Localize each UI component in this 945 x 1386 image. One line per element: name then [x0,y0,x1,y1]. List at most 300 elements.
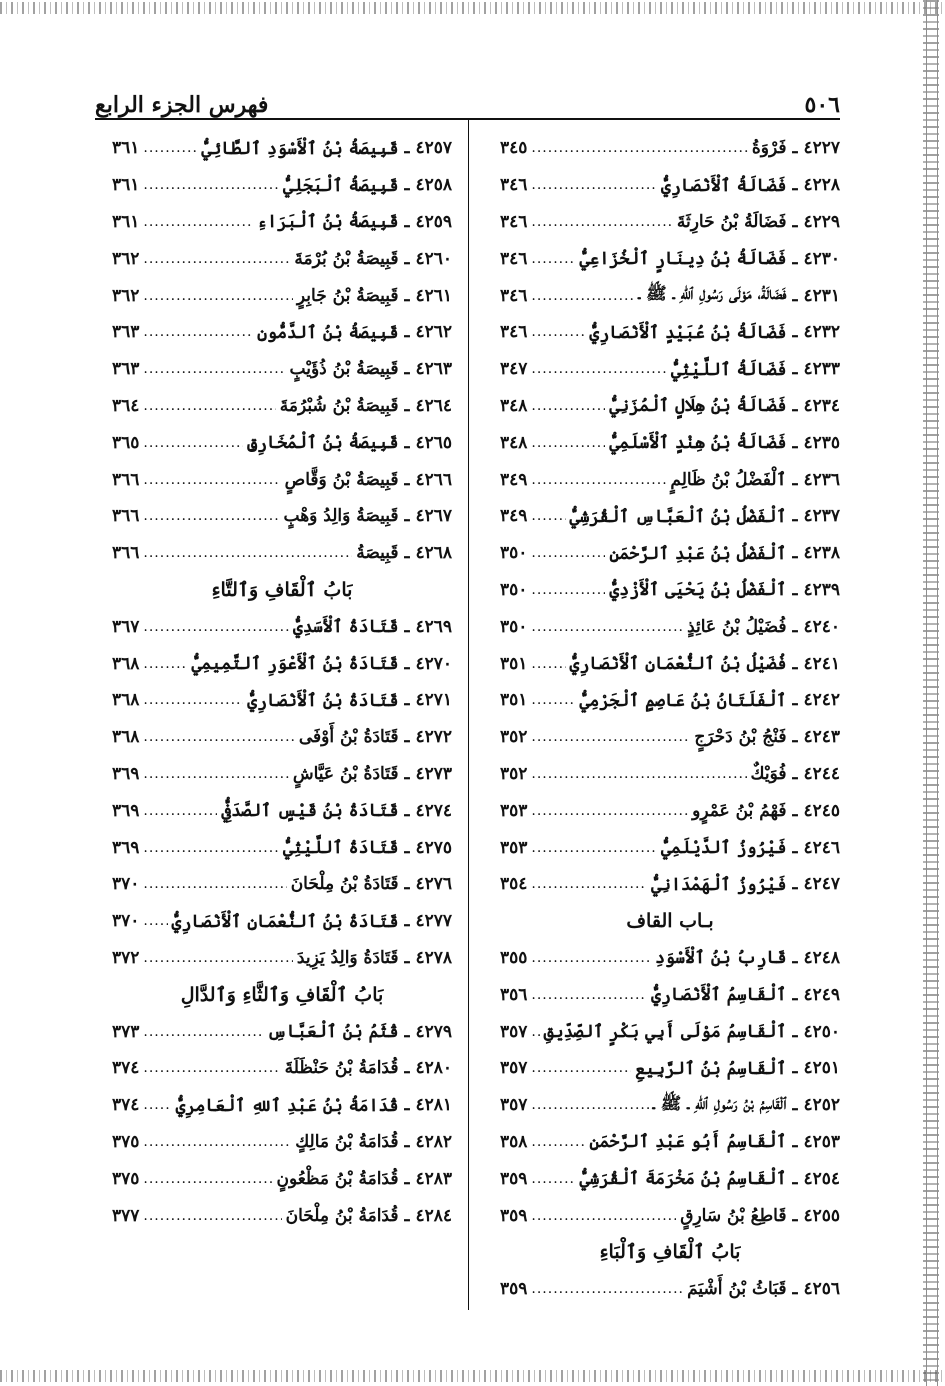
entry-dash: ـ [404,211,410,232]
dot-leader [143,1060,280,1076]
index-entry [112,1013,452,1050]
entry-number: ٤٢٨٤ [415,1205,452,1226]
entry-number: ٤٢٤١ [803,653,840,674]
left-index-column [112,130,452,1234]
dot-leader [143,361,285,377]
dot-leader [143,508,279,524]
entry-name: فَضَالَةُ بْنُ حَارِثَةَ [676,211,787,232]
entry-name: فَنْجُ بْنُ دَحْرَجٍ [694,727,787,748]
dot-leader [531,1024,539,1040]
entry-name: ٱلْقَاسِمُ مَوْلَى أَبِي بَكْرٍ ٱلصِّدِّيقِ [543,1022,787,1043]
entry-name: ٱلْقَاسِمُ ٱلْأَنْصَارِيُّ [651,985,787,1006]
dot-leader [143,950,293,966]
entry-dash: ـ [404,837,410,858]
entry-dash: ـ [792,175,798,196]
entry-dash: ـ [792,579,798,600]
entry-page: ٣٤٦ [500,322,528,343]
index-entry [500,204,840,241]
entry-dash: ـ [792,138,798,159]
entry-number: ٤٢٥٠ [803,1021,840,1042]
dot-leader [531,766,746,782]
entry-number: ٤٢٤٣ [803,727,840,748]
entry-name: قَتَادَةُ بْنُ عَيَّاشٍ [292,763,399,784]
entry-number: ٤٢٥١ [803,1058,840,1079]
entry-number: ٤٢٤٤ [803,763,840,784]
entry-name: قَتَادَةُ بْنُ ٱلْأَنْصَارِيُّ [247,690,399,711]
column-divider [468,120,469,1310]
entry-name: قَبِيصَةُ ٱلْبَجَلِيُّ [282,175,399,196]
dot-leader [143,214,253,230]
entry-name: قَبِيصَةُ بْنُ شُبْرُمَةَ [279,395,399,416]
entry-number: ٤٢٢٩ [803,211,840,232]
entry-number: ٤٢٥٧ [415,138,452,159]
entry-dash: ـ [792,984,798,1005]
entry-page: ٣٦١ [112,211,140,232]
index-entry [500,388,840,425]
entry-name: قَارِبُ بْنُ ٱلْأَسْوَدِ [655,948,787,969]
dot-leader [143,876,286,892]
entry-number: ٤٢٦٦ [415,469,452,490]
dot-leader [531,1060,631,1076]
entry-page: ٣٦٣ [112,322,140,343]
index-entry [500,1124,840,1161]
section-heading: بَابُ ٱلْقَافِ وَٱلثَّاءِ وَٱلدَّالِ [180,983,384,1006]
dot-leader [531,177,657,193]
entry-number: ٤٢٦٨ [415,543,452,564]
entry-number: ٤٢٨٣ [415,1168,452,1189]
dot-leader [143,1208,281,1224]
index-entry [500,976,840,1013]
right-index-column [500,130,840,1308]
entry-number: ٤٢٦٠ [415,248,452,269]
index-entry [500,461,840,498]
entry-page: ٣٦٥ [112,432,140,453]
entry-page: ٣٥٣ [500,837,528,858]
entry-dash: ـ [404,727,410,748]
dot-leader [531,1281,683,1297]
index-entry [112,1160,452,1197]
entry-dash: ـ [792,1205,798,1226]
entry-name: قَبِيصَةُ [356,543,399,564]
entry-dash: ـ [404,1021,410,1042]
entry-page: ٣٧٢ [112,947,140,968]
entry-name: قُدَامَةُ بْنُ مَظْعُونٍ [276,1168,399,1189]
entry-dash: ـ [404,248,410,269]
entry-name: فَيْرُوزُ ٱلْهَمْدَانِيُّ [651,874,787,895]
entry-name: فَضَالَةُ بْنُ هِلَالٍ ٱلْمُزَنِيُّ [609,396,787,417]
index-entry [112,461,452,498]
index-entry [112,1124,452,1161]
entry-dash: ـ [404,285,410,306]
dot-leader [531,361,667,377]
dot-leader [143,545,352,561]
entry-dash: ـ [404,138,410,159]
index-entry [500,1050,840,1087]
entry-dash: ـ [792,763,798,784]
dot-leader [143,1024,263,1040]
page-header [95,80,840,118]
dot-leader [143,288,293,304]
index-entry [112,130,452,167]
entry-name: قَتَادَةُ ٱللَّيْثِيُّ [282,838,399,859]
entry-page: ٣٥٧ [500,1095,528,1116]
index-entry [112,645,452,682]
dot-leader [143,177,279,193]
entry-number: ٤٢٧٣ [415,763,452,784]
index-entry [500,314,840,351]
index-entry [112,314,452,351]
dot-leader [143,1134,291,1150]
entry-dash: ـ [792,947,798,968]
entry-number: ٤٢٤٧ [803,874,840,895]
entry-dash: ـ [792,211,798,232]
entry-name: قَبَاثُ بْنُ أَشْيَمَ [687,1279,787,1300]
entry-number: ٤٢٣٠ [803,248,840,269]
entry-dash: ـ [404,543,410,564]
entry-name: قَتَادَةُ بْنُ أَوْفَى [298,727,399,748]
entry-dash: ـ [404,395,410,416]
index-entry [500,1271,840,1308]
entry-dash: ـ [792,432,798,453]
entry-page: ٣٥٤ [500,874,528,895]
entry-number: ٤٢٧٧ [415,911,452,932]
index-entry [500,756,840,793]
entry-name: ٱلْقَاسِمُ بْنُ مَخْرَمَةَ ٱلْقُرَشِيُّ [579,1169,787,1190]
dot-leader [531,1208,676,1224]
entry-name: فَضَالَةُ بْنُ هِنْدٍ ٱلْأَسْلَمِيُّ [609,433,787,454]
entry-name: فَيْرُوزُ ٱلدَّيْلَمِيُّ [661,838,787,859]
entry-dash: ـ [792,800,798,821]
entry-page: ٣٦١ [112,175,140,196]
entry-dash: ـ [792,469,798,490]
entry-dash: ـ [404,800,410,821]
entry-dash: ـ [792,727,798,748]
page-title: فهرس الجزء الرابع [95,92,269,118]
right-ornamental-border [923,0,939,1386]
dot-leader [143,766,288,782]
entry-number: ٤٢٦٩ [415,616,452,637]
entry-name: قُدَامَةُ بْنُ عَبْدِ ٱللهِ ٱلْعَامِرِيُّ [175,1095,399,1116]
entry-page: ٣٥٩ [500,1168,528,1189]
entry-dash: ـ [404,874,410,895]
entry-number: ٤٢٤٢ [803,690,840,711]
entry-dash: ـ [792,322,798,343]
dot-leader [531,288,634,304]
entry-number: ٤٢٢٨ [803,175,840,196]
dot-leader [531,950,651,966]
entry-page: ٣٦٣ [112,359,140,380]
index-entry [500,1013,840,1050]
entry-page: ٣٤٦ [500,248,528,269]
entry-name: قَتَادَةُ بْنُ قَيْسٍ ٱلصَّدَفِيُّ [221,801,399,822]
entry-name: قَبِيصَةُ بْنُ ٱلْأَسْوَدِ ٱلطَّائِيُّ [201,138,399,159]
entry-dash: ـ [404,690,410,711]
entry-number: ٤٢٢٧ [803,138,840,159]
entry-name: قَتَادَةُ ٱلْأَسَدِيُّ [292,617,399,638]
entry-page: ٣٦٩ [112,800,140,821]
entry-page: ٣٦٦ [112,543,140,564]
dot-leader [143,1171,272,1187]
index-entry [500,608,840,645]
entry-name: ٱلْفَضْلُ بْنُ يَحْيَى ٱلْأَزْدِيُّ [609,580,787,601]
index-entry [112,903,452,940]
entry-dash: ـ [792,653,798,674]
entry-page: ٣٧٤ [112,1095,140,1116]
entry-page: ٣٥٦ [500,984,528,1005]
entry-dash: ـ [792,874,798,895]
entry-number: ٤٢٥٤ [803,1168,840,1189]
bottom-ornamental-border [0,1370,945,1382]
index-entry [500,1160,840,1197]
entry-number: ٤٢٣١ [803,285,840,306]
entry-name: قَبِيصَةُ بْنُ ٱلدَّمُّونِ [257,322,399,343]
dot-leader [143,729,294,745]
entry-number: ٤٢٤٥ [803,800,840,821]
index-entry [112,351,452,388]
section-heading: بَابُ ٱلْقَافِ وَٱلتَّاءِ [211,578,353,601]
entry-name: قَتَادَةُ بْنُ مِلْحَانَ [290,874,399,895]
dot-leader [143,435,243,451]
index-entry [112,719,452,756]
entry-dash: ـ [792,359,798,380]
entry-number: ٤٢٧٠ [415,653,452,674]
entry-page: ٣٥٩ [500,1279,528,1300]
dot-leader [143,1097,171,1113]
dot-leader [143,619,289,635]
section-heading: بَابُ ٱلْقَافِ وَٱلْبَاءِ [599,1241,741,1264]
entry-page: ٣٧٠ [112,874,140,895]
entry-number: ٤٢٤٦ [803,837,840,858]
entry-page: ٣٦٧ [112,616,140,637]
dot-leader [143,472,280,488]
dot-leader [531,545,605,561]
entry-page: ٣٥١ [500,690,528,711]
entry-number: ٤٢٧٦ [415,874,452,895]
entry-page: ٣٦٢ [112,248,140,269]
dot-leader [531,140,747,156]
entry-page: ٣٥٣ [500,800,528,821]
dot-leader [531,398,605,414]
entry-dash: ـ [792,285,798,306]
entry-page: ٣٥٨ [500,1131,528,1152]
entry-page: ٣٥٧ [500,1058,528,1079]
entry-number: ٤٢٧٥ [415,837,452,858]
index-entry [500,1087,840,1124]
dot-leader [143,913,167,929]
entry-number: ٤٢٣٢ [803,322,840,343]
index-entry [500,240,840,277]
entry-name: فُوَيْكٌ [750,763,787,784]
entry-name: قُدَامَةُ بْنُ حَنْظَلَةَ [284,1058,399,1079]
index-entry [112,1050,452,1087]
index-entry [112,940,452,977]
entry-page: ٣٤٧ [500,359,528,380]
entry-number: ٤٢٥٩ [415,211,452,232]
dot-leader [143,840,279,856]
dot-leader [531,692,575,708]
entry-dash: ـ [404,1131,410,1152]
entry-page: ٣٦٢ [112,285,140,306]
dot-leader [143,398,275,414]
index-entry [112,866,452,903]
entry-number: ٤٢٧٢ [415,727,452,748]
dot-leader [531,987,647,1003]
entry-dash: ـ [404,469,410,490]
dot-leader [143,692,243,708]
dot-leader [531,803,688,819]
entry-name: قَبِيصَةُ بْنُ وَقَّاصٍ [284,469,399,490]
entry-name: فُضَيْلُ بْنُ عَائِذٍ [687,616,787,637]
index-entry [500,719,840,756]
index-entry [500,130,840,167]
entry-name: قَبِيصَةُ بْنُ جَابِرٍ [296,285,399,306]
entry-page: ٣٧٣ [112,1021,140,1042]
index-entry [112,277,452,314]
entry-number: ٤٢٧٨ [415,947,452,968]
entry-dash: ـ [792,616,798,637]
entry-number: ٤٢٥٥ [803,1205,840,1226]
index-entry [500,829,840,866]
entry-number: ٤٢٦١ [415,285,452,306]
entry-number: ٤٢٨٠ [415,1058,452,1079]
top-ornamental-border [0,2,945,14]
entry-page: ٣٥٠ [500,579,528,600]
index-entry [112,682,452,719]
entry-dash: ـ [404,432,410,453]
index-entry [112,608,452,645]
dot-leader [143,140,197,156]
entry-dash: ـ [792,690,798,711]
entry-number: ٤٢٣٦ [803,469,840,490]
entry-number: ٤٢٥٢ [803,1095,840,1116]
entry-number: ٤٢٧٩ [415,1021,452,1042]
entry-dash: ـ [792,248,798,269]
entry-dash: ـ [792,1021,798,1042]
entry-number: ٤٢٧١ [415,690,452,711]
entry-name: ٱلْفَضْلُ بْنُ ظَالِمٍ [670,470,787,491]
entry-name: فَضَالَةُ ٱلْأَنْصَارِيُّ [661,175,787,196]
entry-page: ٣٤٥ [500,138,528,159]
entry-number: ٤٢٧٤ [415,800,452,821]
entry-number: ٤٢٥٨ [415,175,452,196]
entry-dash: ـ [404,763,410,784]
entry-page: ٣٦٨ [112,690,140,711]
dot-leader [143,251,290,267]
dot-leader [531,508,565,524]
entry-name: فَهْمُ بْنُ عَمْرٍو [692,800,787,821]
entry-page: ٣٥٠ [500,543,528,564]
entry-name: ٱلْقَاسِمُ بْنُ رَسُولِ ٱللهِ ـ ﷺ ـ [652,1093,787,1114]
dot-leader [531,214,672,230]
entry-number: ٤٢٨١ [415,1095,452,1116]
entry-page: ٣٧٥ [112,1131,140,1152]
dot-leader [143,803,217,819]
entry-number: ٤٢٣٩ [803,579,840,600]
entry-dash: ـ [792,506,798,527]
dot-leader [143,324,253,340]
entry-dash: ـ [404,322,410,343]
entry-page: ٣٤٨ [500,395,528,416]
entry-dash: ـ [404,506,410,527]
index-entry [500,682,840,719]
entry-name: قَتَادَةُ بْنُ ٱلْأَعْوَرِ ٱلتَّمِيمِيُّ [191,654,399,675]
entry-number: ٤٢٤٨ [803,947,840,968]
entry-dash: ـ [792,543,798,564]
entry-name: قَبِيصَةُ بْنُ ذُؤَيْبٍ [289,359,399,380]
entry-name: ٱلْفَلَتَانُ بْنُ عَاصِمٍ ٱلْجَرْمِيُّ [579,690,787,711]
entry-page: ٣٦٦ [112,469,140,490]
dot-leader [531,840,657,856]
entry-number: ٤٢٣٧ [803,506,840,527]
index-entry [500,866,840,903]
entry-dash: ـ [792,1058,798,1079]
entry-page: ٣٧٤ [112,1058,140,1079]
entry-number: ٤٢٤٩ [803,984,840,1005]
entry-page: ٣٦٨ [112,653,140,674]
index-entry [500,535,840,572]
entry-number: ٤٢٦٤ [415,395,452,416]
entry-name: قُدَامَةُ بْنُ مَالِكٍ [295,1131,399,1152]
entry-name: ٱلْفَضْلُ بْنُ ٱلْعَبَّاسِ ٱلْقُرَشِيُّ [569,506,787,527]
entry-name: قَتَادَةُ بْنُ ٱلنُّعْمَانِ ٱلْأَنْصَارِيُّ [171,911,399,932]
index-entry [500,167,840,204]
entry-name: قَاطِعُ بْنُ سَارِقٍ [680,1205,787,1226]
index-entry [112,204,452,241]
entry-dash: ـ [404,1168,410,1189]
entry-name: فَضَالَةُ، مَوْلَى رَسُولِ ٱللهِ ـ ﷺ ـ [638,284,787,305]
entry-page: ٣٥١ [500,653,528,674]
entry-number: ٤٢٦٢ [415,322,452,343]
dot-leader [531,435,605,451]
entry-page: ٣٥٧ [500,1021,528,1042]
entry-page: ٣٥٢ [500,727,528,748]
entry-dash: ـ [792,1131,798,1152]
index-entry [112,1087,452,1124]
entry-page: ٣٤٦ [500,175,528,196]
entry-number: ٤٢٥٦ [803,1279,840,1300]
entry-name: فَضَالَةُ بْنُ عُبَيْدٍ ٱلْأَنْصَارِيُّ [589,322,787,343]
entry-page: ٣٦٨ [112,727,140,748]
entry-dash: ـ [792,395,798,416]
entry-dash: ـ [404,1058,410,1079]
entry-page: ٣٧٧ [112,1205,140,1226]
entry-dash: ـ [404,1205,410,1226]
entry-dash: ـ [404,947,410,968]
entry-name: قَبِيصَةُ بْنُ ٱلْمُخَارِقِ [247,433,399,454]
index-entry [500,277,840,314]
dot-leader [531,876,647,892]
entry-number: ٤٢٣٣ [803,359,840,380]
index-entry [112,240,452,277]
entry-name: فَرْوَةُ [751,138,787,159]
entry-page: ٣٦١ [112,138,140,159]
entry-number: ٤٢٦٣ [415,359,452,380]
dot-leader [531,619,683,635]
dot-leader [531,729,690,745]
entry-name: ٱلْفَضْلُ بْنُ عَبْدِ ٱلرَّحْمَنِ [609,543,787,564]
dot-leader [531,324,585,340]
entry-name: قُدَامَةُ بْنُ مِلْحَانَ [285,1205,399,1226]
index-entry [112,535,452,572]
index-entry [112,424,452,461]
entry-name: فُضَيْلُ بْنُ ٱلنُّعْمَانِ ٱلْأَنْصَارِيُّ [569,654,787,675]
entry-page: ٣٥٢ [500,763,528,784]
index-entry [500,424,840,461]
entry-number: ٤٢٥٣ [803,1131,840,1152]
index-entry [112,498,452,535]
entry-page: ٣٦٤ [112,395,140,416]
entry-name: قَبِيصَةُ بْنُ بُرْمَةَ [294,248,399,269]
